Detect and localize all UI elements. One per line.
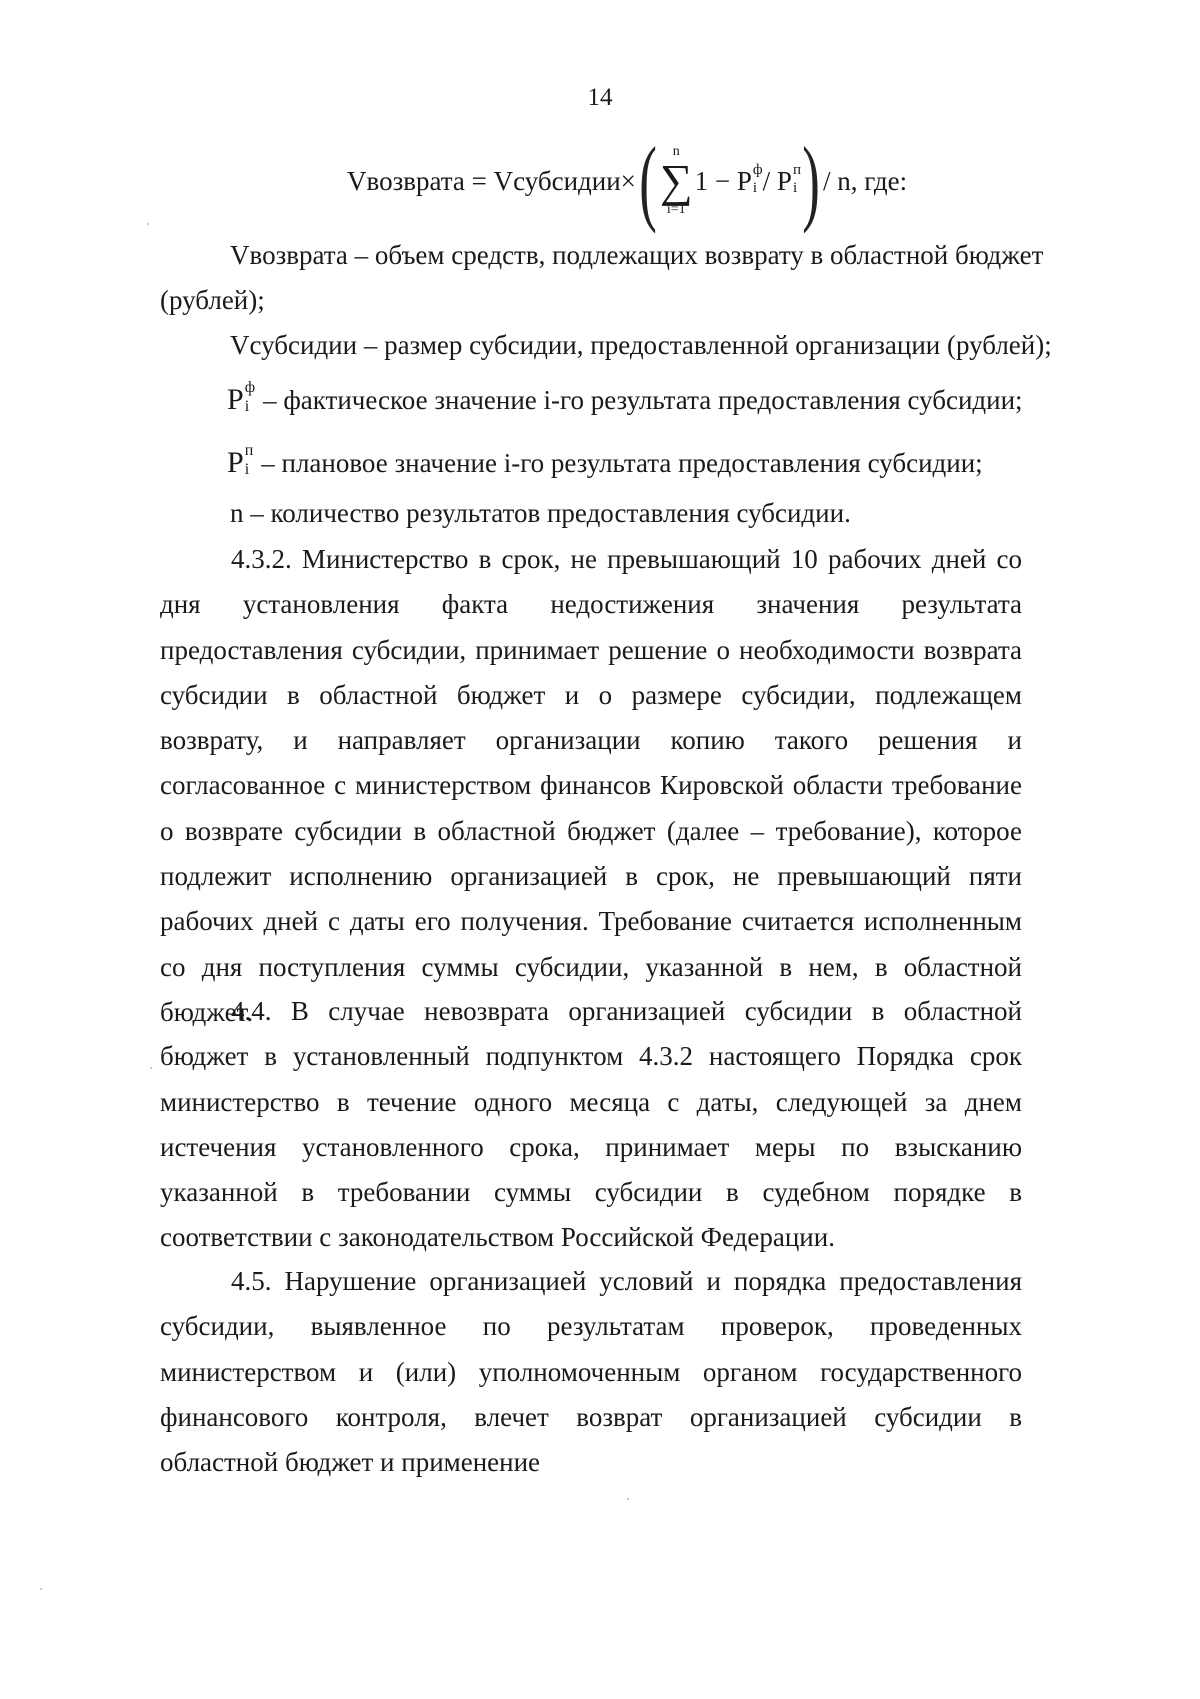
formula-lhs: Vвозврата = Vсубсидии× bbox=[347, 165, 636, 196]
p-plan-scripts bbox=[245, 443, 254, 478]
divide-plan: / P bbox=[762, 165, 792, 196]
fact-term bbox=[694, 161, 763, 198]
def-v-subsidy: Vсубсидии – размер субсидии, предоставленной организации (рублей); bbox=[230, 330, 1052, 360]
plan-superscript: п bbox=[792, 161, 801, 178]
p-fact-sub: i bbox=[244, 398, 250, 415]
page-number: 14 bbox=[587, 84, 613, 111]
sum-lower-limit: i=1 bbox=[666, 202, 686, 217]
def-p-fact bbox=[227, 379, 1023, 417]
scan-speck bbox=[150, 1067, 152, 1069]
plan-subscript: i bbox=[792, 179, 798, 196]
def-n: n – количество результатов предоставления субсидии. bbox=[230, 498, 851, 528]
plan-scripts bbox=[793, 163, 801, 196]
term-one: 1 − P bbox=[694, 165, 752, 196]
p-fact-sup: ф bbox=[244, 379, 256, 396]
def-p-plan bbox=[227, 442, 983, 480]
p-plan-text: – плановое значение i-го результата предоставления субсидии; bbox=[261, 447, 983, 478]
return-formula bbox=[347, 127, 908, 234]
p-fact-letter: P bbox=[227, 382, 244, 416]
paragraph-4-3-2: 4.3.2. Министерство в срок, не превышающий 10 рабочих дней со дня установления факта недостижения значения результата предоставления субсидии, принимает решение о необходимости возврата субсидии в областной бюджет и о размере субсидии, подлежащем возврату, и направляет организации копию такого решения и согласованное с министерством финансов Кировской области требование о возврате субсидии в областной бюджет (далее – требование), которое подлежит исполнению организацией в срок, не превышающий пяти рабочих дней с даты его получения. Требование считается исполненным со дня поступления суммы субсидии, указанной в нем, в областной бюджет. bbox=[160, 544, 1022, 1027]
sigma-icon: ∑ bbox=[659, 155, 693, 206]
fact-superscript: ф bbox=[752, 161, 763, 178]
scan-speck bbox=[627, 1498, 629, 1500]
def-v-return: Vвозврата – объем средств, подлежащих возврату в областной бюджет bbox=[230, 240, 1044, 270]
summation bbox=[660, 145, 693, 217]
plan-term bbox=[762, 161, 801, 198]
p-plan-sub: i bbox=[244, 461, 250, 478]
scan-speck bbox=[40, 1588, 42, 1590]
scan-speck bbox=[147, 223, 149, 225]
p-fact-symbol bbox=[227, 379, 263, 417]
right-paren-icon: ) bbox=[802, 127, 820, 234]
p-fact-scripts bbox=[245, 380, 255, 415]
p-fact-text: – фактическое значение i-го результата предоставления субсидии; bbox=[263, 384, 1023, 415]
formula-tail: / n, где: bbox=[822, 165, 908, 196]
p-plan-letter: P bbox=[227, 445, 244, 479]
paragraph-4-5: 4.5. Нарушение организацией условий и порядка предоставления субсидии, выявленное по результатам проверок, проведенных министерством и (или) уполномоченным органом государственного финансового контроля, влечет возврат организацией субсидии в областной бюджет и применение bbox=[160, 1266, 1022, 1478]
fact-scripts bbox=[753, 163, 763, 196]
def-v-return-cont: (рублей); bbox=[160, 285, 265, 315]
fact-subscript: i bbox=[752, 179, 758, 196]
p-plan-sup: п bbox=[244, 442, 254, 459]
p-plan-symbol bbox=[227, 442, 261, 480]
left-paren-icon: ( bbox=[639, 127, 657, 234]
paragraph-4-4: 4.4. В случае невозврата организацией субсидии в областной бюджет в установленный подпунктом 4.3.2 настоящего Порядка срок министерство в течение одного месяца с даты, следующей за днем истечения установленного срока, принимает меры по взысканию указанной в требовании суммы субсидии в судебном порядке в соответствии с законодательством Российской Федерации. bbox=[160, 996, 1022, 1253]
sum-upper-limit: n bbox=[672, 144, 680, 159]
